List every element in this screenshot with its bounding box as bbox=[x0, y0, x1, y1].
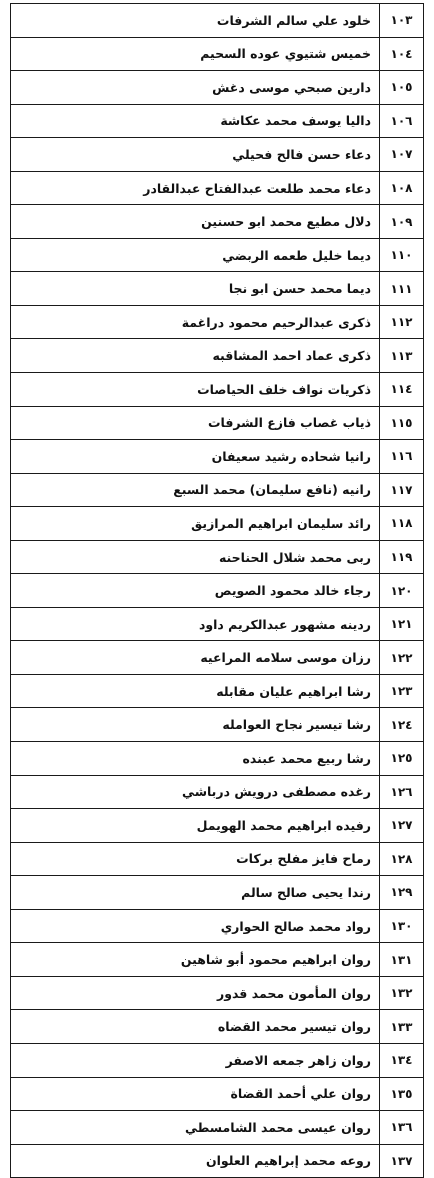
table-row bbox=[11, 775, 424, 809]
table-row bbox=[11, 1144, 424, 1178]
row-number-cell: ١٣٣ bbox=[380, 1010, 424, 1044]
row-number-cell: ١٣٥ bbox=[380, 1077, 424, 1111]
name-cell: دارين صبحي موسى دغش bbox=[11, 71, 380, 105]
table-row bbox=[11, 104, 424, 138]
row-number-cell: ١٣١ bbox=[380, 943, 424, 977]
row-number-cell: ١٢٣ bbox=[380, 674, 424, 708]
name-cell: ديما خليل طعمه الربضي bbox=[11, 238, 380, 272]
names-table bbox=[10, 3, 424, 1178]
name-cell: روعه محمد إبراهيم العلوان bbox=[11, 1144, 380, 1178]
name-cell: دلال مطيع محمد ابو حسنين bbox=[11, 205, 380, 239]
table-row bbox=[11, 641, 424, 675]
name-cell: روان تيسير محمد القضاه bbox=[11, 1010, 380, 1044]
table-row bbox=[11, 138, 424, 172]
name-cell: رماح فايز مفلح بركات bbox=[11, 842, 380, 876]
name-cell: ذكرى عبدالرحيم محمود دراغمة bbox=[11, 305, 380, 339]
table-row bbox=[11, 507, 424, 541]
name-cell: رزان موسى سلامه المراعيه bbox=[11, 641, 380, 675]
row-number-cell: ١١١ bbox=[380, 272, 424, 306]
row-number-cell: ١٠٥ bbox=[380, 71, 424, 105]
name-cell: روان ابراهيم محمود أبو شاهين bbox=[11, 943, 380, 977]
table-row bbox=[11, 1010, 424, 1044]
table-row bbox=[11, 943, 424, 977]
name-cell: رندا يحيى صالح سالم bbox=[11, 876, 380, 910]
name-cell: ديما محمد حسن ابو نجا bbox=[11, 272, 380, 306]
table-row bbox=[11, 1077, 424, 1111]
names-table-body bbox=[11, 4, 424, 1178]
row-number-cell: ١٢٩ bbox=[380, 876, 424, 910]
table-row bbox=[11, 1043, 424, 1077]
name-cell: ربى محمد شلال الحناحنه bbox=[11, 540, 380, 574]
name-cell: دعاء حسن فالح فحيلي bbox=[11, 138, 380, 172]
name-cell: رغده مصطفى درويش درباشي bbox=[11, 775, 380, 809]
table-row bbox=[11, 373, 424, 407]
row-number-cell: ١١٤ bbox=[380, 373, 424, 407]
row-number-cell: ١١٦ bbox=[380, 440, 424, 474]
table-row bbox=[11, 71, 424, 105]
name-cell: روان علي أحمد القضاة bbox=[11, 1077, 380, 1111]
row-number-cell: ١٠٣ bbox=[380, 4, 424, 38]
name-cell: رجاء خالد محمود الصويص bbox=[11, 574, 380, 608]
row-number-cell: ١٠٨ bbox=[380, 171, 424, 205]
name-cell: ردينه مشهور عبدالكريم داود bbox=[11, 607, 380, 641]
name-cell: روان زاهر جمعه الاصفر bbox=[11, 1043, 380, 1077]
name-cell: رائد سليمان ابراهيم المرازيق bbox=[11, 507, 380, 541]
table-row bbox=[11, 809, 424, 843]
row-number-cell: ١٢٥ bbox=[380, 742, 424, 776]
row-number-cell: ١١٩ bbox=[380, 540, 424, 574]
table-row bbox=[11, 473, 424, 507]
name-cell: رانيه (نافع سليمان) محمد السبع bbox=[11, 473, 380, 507]
table-row bbox=[11, 574, 424, 608]
name-cell: رشا ابراهيم عليان مقابله bbox=[11, 674, 380, 708]
table-row bbox=[11, 607, 424, 641]
row-number-cell: ١٣٧ bbox=[380, 1144, 424, 1178]
name-cell: ذكرى عماد احمد المشاقبه bbox=[11, 339, 380, 373]
table-row bbox=[11, 272, 424, 306]
table-row bbox=[11, 37, 424, 71]
row-number-cell: ١١٧ bbox=[380, 473, 424, 507]
name-cell: خميس شتيوي عوده السحيم bbox=[11, 37, 380, 71]
row-number-cell: ١٣٤ bbox=[380, 1043, 424, 1077]
row-number-cell: ١٣٦ bbox=[380, 1111, 424, 1145]
row-number-cell: ١٢٨ bbox=[380, 842, 424, 876]
name-cell: رواد محمد صالح الحواري bbox=[11, 909, 380, 943]
name-cell: روان عيسى محمد الشامسطي bbox=[11, 1111, 380, 1145]
table-row bbox=[11, 742, 424, 776]
table-row bbox=[11, 1111, 424, 1145]
row-number-cell: ١٠٤ bbox=[380, 37, 424, 71]
row-number-cell: ١٢٦ bbox=[380, 775, 424, 809]
name-cell: رشا تيسير نجاح العوامله bbox=[11, 708, 380, 742]
row-number-cell: ١٠٩ bbox=[380, 205, 424, 239]
row-number-cell: ١١٠ bbox=[380, 238, 424, 272]
row-number-cell: ١٢٢ bbox=[380, 641, 424, 675]
table-row bbox=[11, 674, 424, 708]
row-number-cell: ١١٥ bbox=[380, 406, 424, 440]
table-row bbox=[11, 876, 424, 910]
table-row bbox=[11, 305, 424, 339]
row-number-cell: ١١٣ bbox=[380, 339, 424, 373]
table-row bbox=[11, 708, 424, 742]
table-row bbox=[11, 205, 424, 239]
name-cell: ذياب غصاب فازع الشرفات bbox=[11, 406, 380, 440]
row-number-cell: ١٣٠ bbox=[380, 909, 424, 943]
table-row bbox=[11, 406, 424, 440]
table-row bbox=[11, 440, 424, 474]
name-cell: رفيده ابراهيم محمد الهويمل bbox=[11, 809, 380, 843]
table-row bbox=[11, 909, 424, 943]
row-number-cell: ١٠٧ bbox=[380, 138, 424, 172]
table-row bbox=[11, 238, 424, 272]
row-number-cell: ١١٢ bbox=[380, 305, 424, 339]
row-number-cell: ١٢٤ bbox=[380, 708, 424, 742]
table-row bbox=[11, 4, 424, 38]
table-row bbox=[11, 976, 424, 1010]
name-cell: رشا ربيع محمد عبنده bbox=[11, 742, 380, 776]
row-number-cell: ١١٨ bbox=[380, 507, 424, 541]
name-cell: دعاء محمد طلعت عبدالفتاح عبدالقادر bbox=[11, 171, 380, 205]
row-number-cell: ١٠٦ bbox=[380, 104, 424, 138]
row-number-cell: ١٣٢ bbox=[380, 976, 424, 1010]
name-cell: ذكريات نواف خلف الحياصات bbox=[11, 373, 380, 407]
table-row bbox=[11, 540, 424, 574]
row-number-cell: ١٢١ bbox=[380, 607, 424, 641]
name-cell: داليا يوسف محمد عكاشة bbox=[11, 104, 380, 138]
name-cell: رانيا شحاده رشيد سعيفان bbox=[11, 440, 380, 474]
row-number-cell: ١٢٠ bbox=[380, 574, 424, 608]
table-row bbox=[11, 171, 424, 205]
name-cell: خلود علي سالم الشرفات bbox=[11, 4, 380, 38]
row-number-cell: ١٢٧ bbox=[380, 809, 424, 843]
table-row bbox=[11, 339, 424, 373]
table-row bbox=[11, 842, 424, 876]
name-cell: روان المأمون محمد قدور bbox=[11, 976, 380, 1010]
